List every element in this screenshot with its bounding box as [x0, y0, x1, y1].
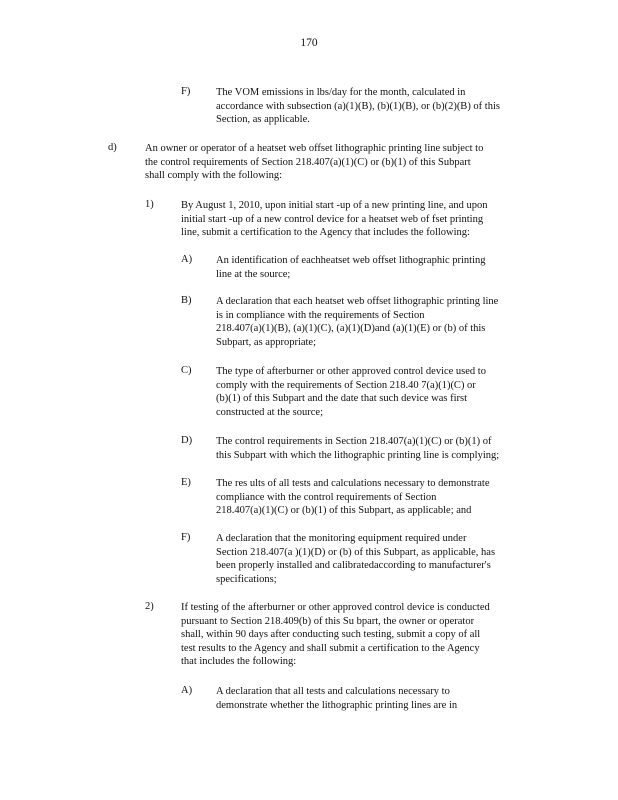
- item-text: An owner or operator of a heatset web offset lithographic printing line subject to the control requirements of Section 218.407(a)(1)(C) or (b)(1) of this Subpart shall comply with the following:: [145, 143, 484, 182]
- item-marker: 1): [145, 199, 154, 210]
- item-marker: F): [181, 532, 191, 543]
- item-text: The res ults of all tests and calculations necessary to demonstrate compliance with the control requirements of Section 218.407(a)(1)(C) or (b)(1) of this Subpart, as applicable; and: [216, 478, 490, 517]
- item-marker: E): [181, 477, 191, 488]
- item-text: A declaration that all tests and calculations necessary to demonstrate whether the lithographic printing lines are in: [216, 686, 458, 711]
- item-marker: B): [181, 295, 192, 306]
- item-marker: C): [181, 365, 192, 376]
- item-text: A declaration that the monitoring equipment required under Section 218.407(a )(1)(D) or (b) of this Subpart, as applicable, has been properly installed and calibratedaccording to manufacturer's specifications;: [216, 533, 496, 585]
- item-text: The VOM emissions in lbs/day for the month, calculated in accordance with subsection (a)(1)(B), (b)(1)(B), or (b)(2)(B) of this Section, as applicable.: [216, 87, 500, 126]
- page-number: 170: [300, 37, 318, 49]
- item-marker: A): [181, 685, 193, 696]
- item-marker: 2): [145, 601, 154, 612]
- item-text: A declaration that each heatset web offset lithographic printing line is in compliance with the requirements of Section 218.407(a)(1)(B), (a)(1)(C), (a)(1)(D)and (a)(1)(E) or (b) of this Subpart, as appropriate;: [216, 296, 499, 348]
- item-text: If testing of the afterburner or other approved control device is conducted pursuant to Section 218.409(b) of this Su bpart, the owner or operator shall, within 90 days after conducting such testing, submit a copy of all test results to the Agency and shall submit a certification to the Agency that includes the following:: [181, 602, 490, 668]
- item-marker: A): [181, 254, 193, 265]
- item-marker: F): [181, 86, 191, 97]
- item-text: An identification of eachheatset web offset lithographic printing line at the source;: [216, 255, 486, 280]
- item-marker: d): [108, 142, 117, 153]
- item-text: By August 1, 2010, upon initial start -up of a new printing line, and upon initial start -up of a new control device for a heatset web of fset printing line, submit a certification to the Agency that includes the following:: [181, 200, 488, 239]
- item-text: The type of afterburner or other approved control device used to comply with the requirements of Section 218.40 7(a)(1)(C) or (b)(1) of this Subpart and the date that such device was first constructed at the source;: [216, 366, 486, 418]
- item-marker: D): [181, 435, 193, 446]
- item-text: The control requirements in Section 218.407(a)(1)(C) or (b)(1) of this Subpart with which the lithographic printing line is complying;: [216, 436, 500, 461]
